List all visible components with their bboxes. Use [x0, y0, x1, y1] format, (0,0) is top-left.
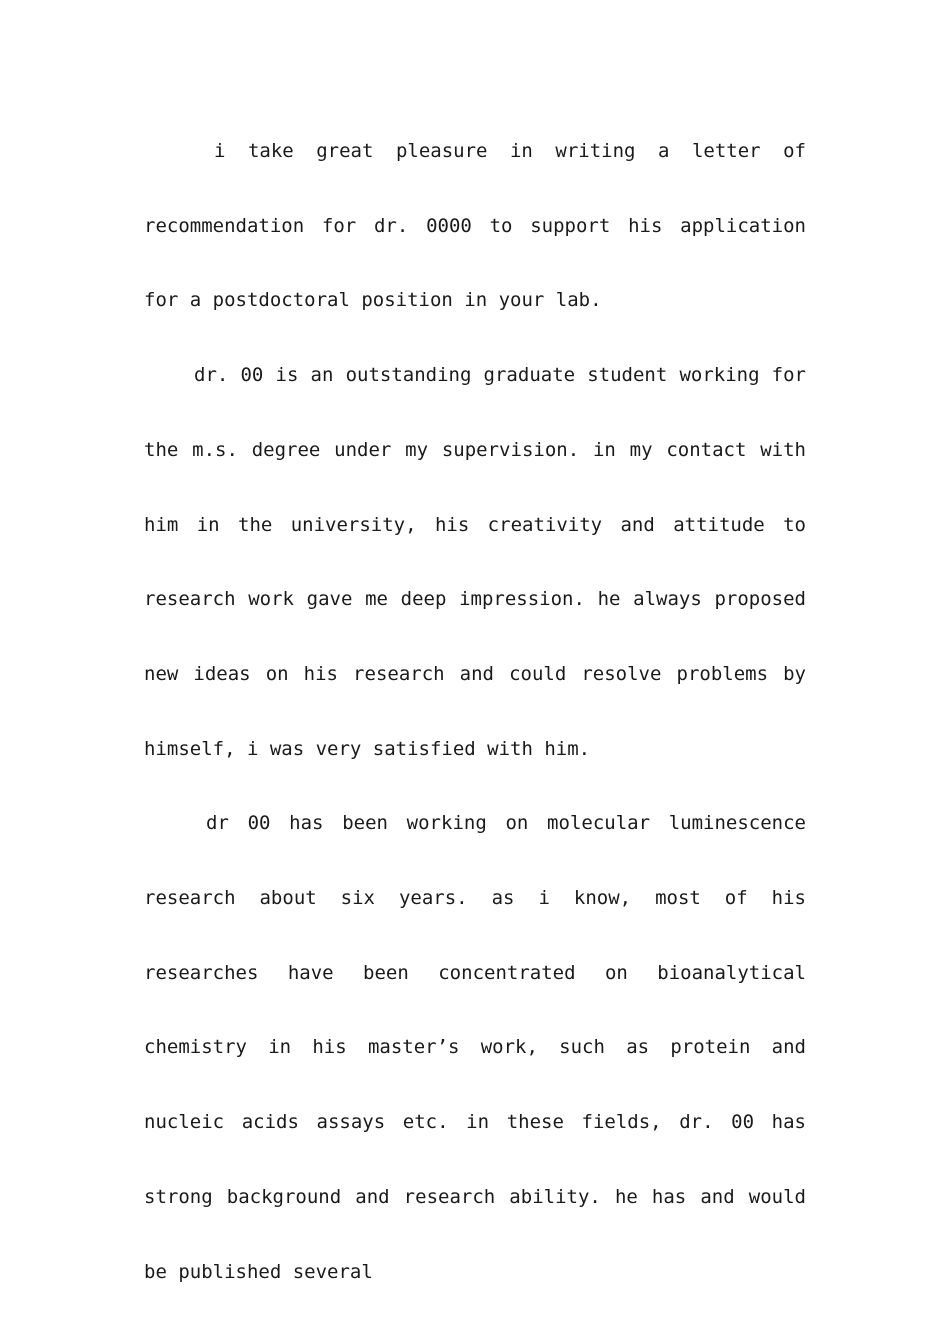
letter-body — [144, 114, 806, 1309]
letter-paragraph-research: dr 00 has been working on molecular luminescence research about six years. as i know, most of his researches have been concentrated on bioanalytical chemistry in his master’s work, such as protein and nucleic acids assays etc. in these fields, dr. 00 has strong background and research ability. he has and would be published several — [144, 812, 806, 1283]
letter-paragraph-student-profile: dr. 00 is an outstanding graduate student working for the m.s. degree under my supervision. in my contact with him in the university, his creativity and attitude to research work gave me deep impression. he always proposed new ideas on his research and could resolve problems by himself, i was very satisfied with him. — [144, 364, 806, 760]
letter-paragraph-intro: i take great pleasure in writing a letter of recommendation for dr. 0000 to support his application for a postdoctoral position in your lab. — [144, 140, 806, 312]
